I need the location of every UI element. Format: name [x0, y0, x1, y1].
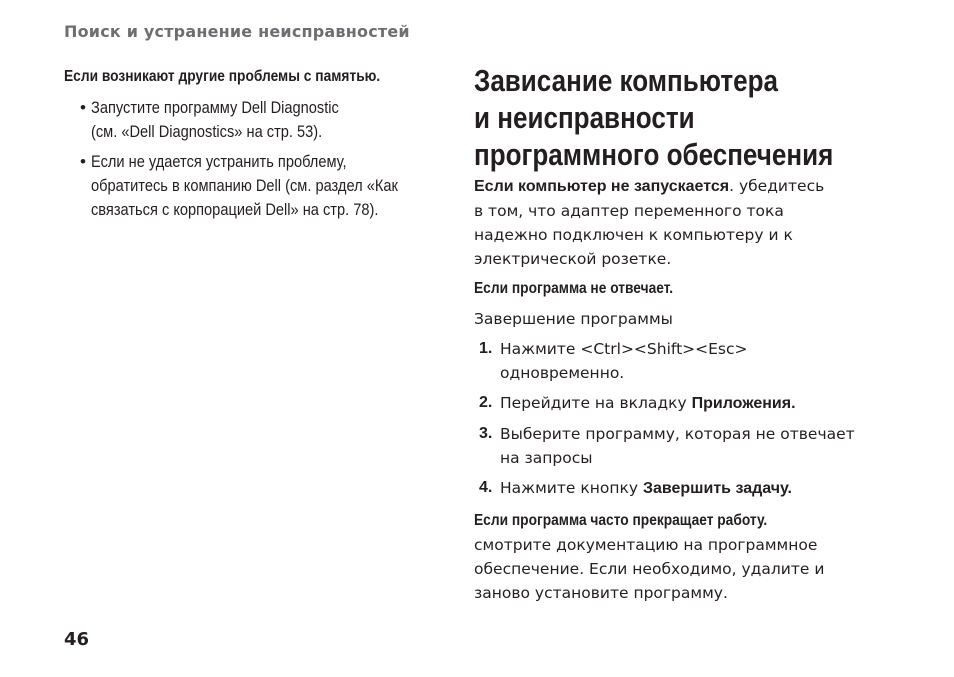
- step-item: [474, 476, 914, 501]
- program-crashes-paragraph: [474, 509, 914, 605]
- step-line: Выберите программу, которая не отвечает: [500, 425, 855, 443]
- paragraph-line: электрической розетке.: [474, 250, 672, 268]
- applications-tab-label: Приложения: [691, 395, 792, 412]
- step-item: [474, 422, 914, 470]
- memory-problems-lead: Если возникают другие проблемы с памятью.: [64, 68, 381, 85]
- end-program-label: Завершение программы: [474, 310, 673, 328]
- right-column: [474, 62, 914, 605]
- paragraph-text: . убедитесь: [729, 177, 825, 195]
- step-line: Нажмите <Ctrl><Shift><Esc>: [500, 340, 748, 358]
- paragraph-line: надежно подключен к компьютеру и к: [474, 226, 793, 244]
- step-number: 2.: [479, 394, 493, 411]
- running-header: Поиск и устранение неисправностей: [64, 22, 410, 41]
- heading-line: Зависание компьютера: [474, 63, 779, 98]
- bullet-dot-icon: •: [80, 152, 86, 171]
- label-punct: .: [763, 512, 768, 529]
- step-number: 1.: [479, 340, 493, 357]
- heading-line: программного обеспечения: [474, 137, 834, 172]
- bullet-line: связаться с корпорацией Dell» на стр. 78).: [91, 200, 379, 219]
- bullet-line: Запустите программу Dell Diagnostic: [91, 98, 339, 117]
- left-column: [64, 66, 484, 222]
- step-number: 3.: [479, 425, 493, 442]
- paragraph-line: обеспечение. Если необходимо, удалите и: [474, 560, 825, 578]
- page-number: 46: [64, 629, 90, 650]
- end-task-button-label: Завершить задачу: [642, 480, 788, 497]
- computer-not-starting-paragraph: [474, 174, 914, 271]
- step-punct: .: [787, 480, 792, 497]
- bullet-dot-icon: •: [80, 98, 86, 117]
- bullet-line: Если не удается устранить проблему,: [91, 152, 347, 171]
- heading-line: и неисправности: [474, 100, 695, 135]
- program-crashes-label: Если программа часто прекращает работу: [474, 512, 764, 529]
- step-item: [474, 337, 914, 385]
- bullet-line: обратитесь в компанию Dell (см. раздел «Как: [91, 176, 398, 195]
- step-item: [474, 391, 914, 416]
- step-line: одновременно.: [500, 364, 625, 382]
- section-heading: [474, 62, 914, 173]
- step-line: на запросы: [500, 449, 593, 467]
- bullet-item: [64, 150, 484, 222]
- computer-not-starting-label: Если компьютер не запускается: [474, 178, 730, 195]
- step-punct: .: [791, 395, 796, 412]
- step-text: Перейдите на вкладку: [500, 394, 692, 412]
- paragraph-line: в том, что адаптер переменного тока: [474, 202, 784, 220]
- bullet-line: (см. «Dell Diagnostics» на стр. 53).: [91, 122, 323, 141]
- step-number: 4.: [479, 479, 493, 496]
- program-not-responding-label: Если программа не отвечает.: [474, 280, 674, 297]
- step-text: Нажмите кнопку: [500, 479, 643, 497]
- paragraph-line: смотрите документацию на программное: [474, 536, 818, 554]
- bullet-item: [64, 96, 484, 144]
- paragraph-line: заново установите программу.: [474, 584, 728, 602]
